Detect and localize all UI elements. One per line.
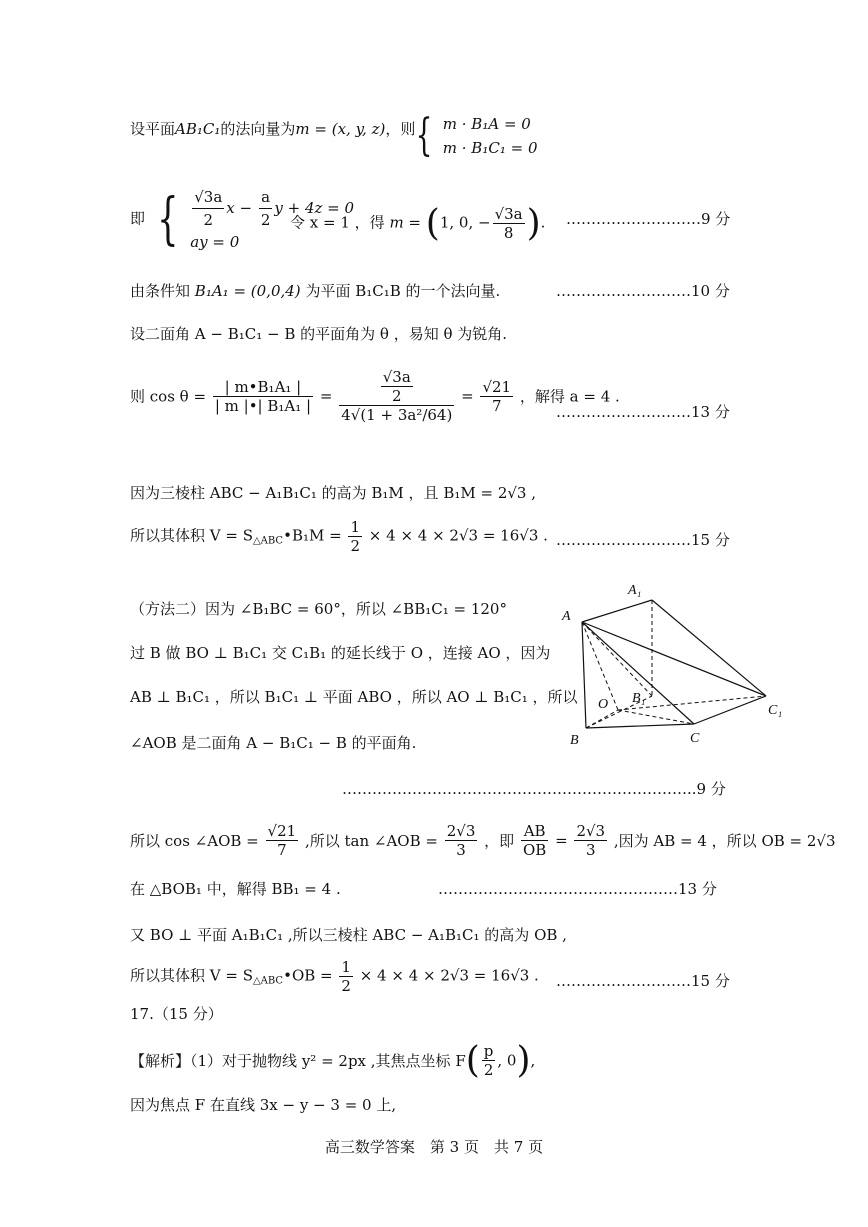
normal-vector-setup: 设平面AB₁C₁的法向量为m = (x, y, z)，则 (130, 120, 416, 138)
label-O: O (598, 697, 609, 712)
label-C: C (690, 731, 700, 746)
volume-formula-2: 所以其体积 $V = S_{\triangle ABC}•OB$ = $\frac{1}{2}$ × 4 × 4 × 2√3 = 16√3 . (130, 958, 539, 995)
page-footer: 高三数学答案 第 3 页 共 7 页 (324, 1138, 544, 1156)
label-B1: B₁ (632, 691, 646, 706)
score-9-method2: ……………………………………………………………..9 分 (342, 780, 726, 798)
edge-A-B1 (582, 622, 652, 696)
label-C1: C₁ (768, 703, 783, 718)
question-17-heading: 17.（15 分） (130, 1005, 223, 1023)
score-13-method2: …………………………………………13 分 (438, 880, 717, 898)
edge-A-C1 (582, 622, 766, 696)
condition-normal-vector: 由条件知 B₁A₁ = (0,0,4) 为平面 B₁C₁B 的一个法向量. (130, 282, 501, 300)
edge-A1-C1 (652, 600, 766, 696)
prism-figure (556, 578, 796, 750)
method-2-line-3: AB ⊥ B₁C₁ ，所以 B₁C₁ ⊥ 平面 ABO ，所以 AO ⊥ B₁C₁ ，所以 (130, 688, 578, 706)
edge-C-C1 (694, 696, 766, 724)
edge-B-C (586, 724, 694, 728)
let-x-one: 令 x = 1 ，得 m = (1, 0, − $\frac{√3a}{8}$ ). (290, 203, 546, 244)
edge-O-C (618, 710, 694, 724)
score-10: ………………………10 分 (556, 282, 730, 300)
focus-on-line: 因为焦点 F 在直线 3x − y − 3 = 0 上, (130, 1096, 397, 1114)
label-A: A (562, 609, 571, 624)
score-15-method2: ………………………15 分 (556, 972, 730, 990)
edge-B-O (586, 710, 618, 728)
bo-perpendicular: 又 BO ⊥ 平面 A₁B₁C₁ ,所以三棱柱 ABC − A₁B₁C₁ 的高为 OB , (130, 926, 567, 944)
label-A1: A₁ (628, 583, 642, 598)
edge-A-A1 (582, 600, 652, 622)
method-2-intro: （方法二）因为 ∠B₁BC = 60°，所以 ∠BB₁C₁ = 120° (130, 600, 507, 618)
cos-aob-line: 所以 cos ∠AOB = $\frac{√21}{7}$ ,所以 tan ∠AOB = $\frac{2√3}{3}$ ，即 $\frac{AB}{OB}$ = $\frac{2√3}{3}$ ,因为 AB = 4 ，所以 OB = 2√3 (130, 822, 836, 859)
triangle-bob1: 在 △BOB₁ 中，解得 BB₁ = 4 . (130, 880, 341, 898)
equation-system-1: { m · B₁A = 0 m · B₁C₁ = 0 (415, 110, 538, 161)
label-B: B (570, 733, 579, 748)
method-2-line-4: ∠AOB 是二面角 A − B₁C₁ − B 的平面角. (130, 734, 417, 752)
prism-height: 因为三棱柱 ABC − A₁B₁C₁ 的高为 B₁M ，且 B₁M = 2√3 , (130, 484, 537, 502)
dihedral-angle-setup: 设二面角 A − B₁C₁ − B 的平面角为 θ ，易知 θ 为锐角. (130, 325, 508, 343)
method-2-line-2: 过 B 做 BO ⊥ B₁C₁ 交 C₁B₁ 的延长线于 O ，连接 AO ，因为 (130, 644, 551, 662)
volume-formula-1: 所以其体积 $V = S_{\triangle ABC}•B_1M$ = $\frac{1}{2}$ × 4 × 4 × 2√3 = 16√3 . (130, 518, 548, 555)
score-13: ………………………13 分 (556, 403, 730, 421)
cos-formula: 则 cos θ = $\frac{\text{| m•B₁A₁ |}}{\text{| m |•| B₁A₁ |}}$ = $\frac{\frac{√3a}{2}}{\text{4√(1 + 3a²/64)}}$ = $\frac{√21}{7}$ ，解得 a = 4 . (130, 368, 620, 424)
edge-A-B (582, 622, 586, 728)
score-15: ………………………15 分 (556, 531, 730, 549)
score-9: ………………………9 分 (566, 210, 731, 228)
equation-system-2: 即 { $\frac{√3a}{2}$ x − $\frac{a}{2}$ y + 4z = 0 ay = 0 (130, 186, 355, 252)
question-17-analysis: 【解析】（1）对于抛物线 y² = 2px ,其焦点坐标 F( $\frac{p}{2}$ , 0), (130, 1040, 536, 1081)
